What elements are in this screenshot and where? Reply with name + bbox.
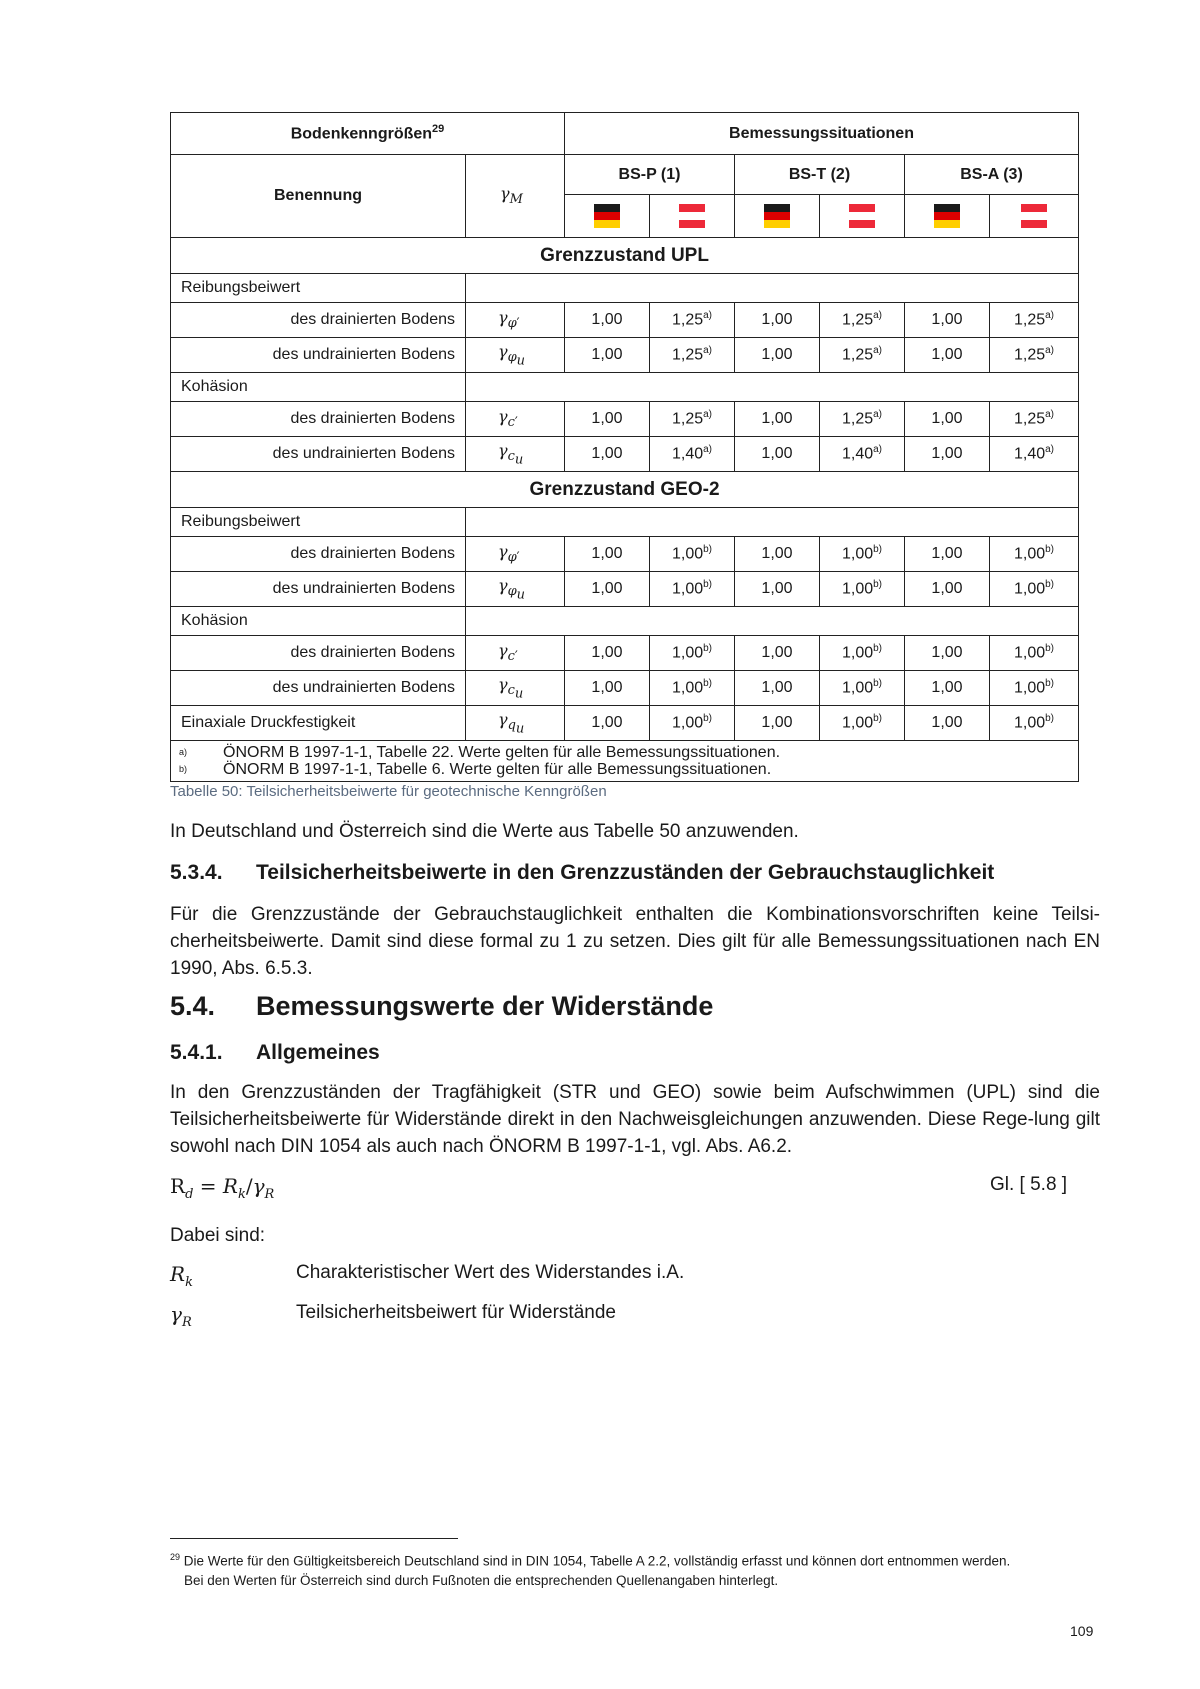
symbol-gamma-c-prime: $\gamma_{c'}$ bbox=[466, 636, 565, 671]
germany-flag-icon bbox=[594, 204, 620, 228]
symbol-gamma-c-prime: $\gamma_{c'}$ bbox=[466, 402, 565, 437]
table-row bbox=[171, 303, 1079, 338]
page-number: 109 bbox=[1070, 1623, 1094, 1639]
value-cell: 1,00 bbox=[565, 706, 650, 741]
value-cell: 1,00$^{b)}$ bbox=[990, 572, 1079, 607]
value-cell: 1,00 bbox=[905, 338, 990, 373]
value-cell: 1,25$^{a)}$ bbox=[820, 338, 905, 373]
value-cell: 1,25$^{a)}$ bbox=[990, 338, 1079, 373]
table-footnote-b: b) ÖNORM B 1997-1-1, Tabelle 6. Werte gelten für alle Bemessungssituationen. bbox=[179, 761, 772, 778]
section-title-upl: Grenzzustand UPL bbox=[171, 238, 1079, 274]
value-cell: 1,00 bbox=[735, 636, 820, 671]
value-cell: 1,25$^{a)}$ bbox=[650, 303, 735, 338]
gamma-subscript: M bbox=[509, 192, 523, 208]
dabei-sind-label: Dabei sind: bbox=[170, 1225, 266, 1246]
row-label-kohaesion: Kohäsion bbox=[171, 373, 466, 402]
symbol-gamma-phi-u: $\gamma_{\varphi_u}$ bbox=[466, 338, 565, 373]
empty-cell bbox=[466, 607, 1079, 636]
section-title-geo2: Grenzzustand GEO-2 bbox=[171, 472, 1079, 508]
value-cell: 1,25$^{a)}$ bbox=[990, 303, 1079, 338]
row-label-reibungsbeiwert: Reibungsbeiwert bbox=[171, 508, 466, 537]
footnote-line-1: Die Werte für den Gültigkeitsbereich Deutschland sind in DIN 1054, Tabelle A 2.2, vollständig erfasst und können dort entnommen werden. bbox=[183, 1553, 1011, 1569]
value-cell: 1,00 bbox=[565, 636, 650, 671]
row-label: des drainierten Bodens bbox=[171, 537, 466, 572]
value-cell: 1,00 bbox=[735, 572, 820, 607]
footnote-mark: 29 bbox=[170, 1552, 181, 1562]
austria-flag-icon bbox=[1021, 204, 1047, 228]
table-row bbox=[171, 338, 1079, 373]
value-cell: 1,00 bbox=[905, 671, 990, 706]
value-cell: 1,00$^{b)}$ bbox=[990, 671, 1079, 706]
value-cell: 1,00 bbox=[905, 437, 990, 472]
flag-cell bbox=[905, 195, 990, 238]
table-row bbox=[171, 636, 1079, 671]
symbol-gamma-c-u: $\gamma_{c_u}$ bbox=[466, 671, 565, 706]
gamma-symbol: γ bbox=[500, 184, 510, 204]
value-cell: 1,00 bbox=[905, 706, 990, 741]
table-row bbox=[171, 402, 1079, 437]
footnote-ref-29: 29 bbox=[432, 123, 445, 136]
value-cell: 1,25$^{a)}$ bbox=[820, 402, 905, 437]
definition-text-rk: Charakteristischer Wert des Widerstandes i.A. bbox=[296, 1262, 685, 1283]
value-cell: 1,00$^{b)}$ bbox=[990, 706, 1079, 741]
heading-number: 5.3.4. bbox=[170, 861, 223, 884]
row-label: des undrainierten Bodens bbox=[171, 437, 466, 472]
heading-5-4 bbox=[170, 991, 713, 1022]
flag-cell bbox=[565, 195, 650, 238]
value-cell: 1,00 bbox=[565, 671, 650, 706]
value-cell: 1,00 bbox=[905, 303, 990, 338]
definition-symbol-rk: $R_k$ bbox=[170, 1262, 193, 1290]
value-cell: 1,25$^{a)}$ bbox=[650, 402, 735, 437]
value-cell: 1,00$^{b)}$ bbox=[650, 572, 735, 607]
value-cell: 1,00 bbox=[735, 706, 820, 741]
value-cell: 1,00 bbox=[735, 303, 820, 338]
symbol-gamma-c-u: $\gamma_{c_u}$ bbox=[466, 437, 565, 472]
value-cell: 1,00 bbox=[735, 338, 820, 373]
situation-bs-a: BS-A (3) bbox=[905, 155, 1079, 195]
row-label-einaxial: Einaxiale Druckfestigkeit bbox=[171, 706, 466, 741]
partial-safety-factor-table bbox=[170, 112, 1079, 782]
value-cell: 1,00$^{b)}$ bbox=[650, 636, 735, 671]
row-label: des undrainierten Bodens bbox=[171, 572, 466, 607]
page-footnote bbox=[170, 1548, 1100, 1590]
table-header-design-situations: Bemessungssituationen bbox=[565, 113, 1079, 155]
flag-cell bbox=[735, 195, 820, 238]
value-cell: 1,25$^{a)}$ bbox=[990, 402, 1079, 437]
heading-title: Bemessungswerte der Widerstände bbox=[256, 991, 714, 1021]
heading-title: Teilsicherheitsbeiwerte in den Grenzzuständen der Gebrauchstauglichkeit bbox=[256, 861, 995, 884]
value-cell: 1,00 bbox=[565, 437, 650, 472]
table-caption: Tabelle 50: Teilsicherheitsbeiwerte für geotechnische Kenngrößen bbox=[170, 783, 607, 800]
table-row bbox=[171, 537, 1079, 572]
value-cell: 1,00 bbox=[565, 338, 650, 373]
heading-5-4-1 bbox=[170, 1041, 380, 1065]
value-cell: 1,40$^{a)}$ bbox=[990, 437, 1079, 472]
paragraph-gebrauchstauglichkeit: Für die Grenzzustände der Gebrauchstauglichkeit enthalten die Kombinationsvorschriften keine Teilsi-cherheitsbeiwerte. Damit sind diese formal zu 1 zu setzen. Dies gilt für alle Bemessungssituationen nach EN 1990, Abs. 6.5.3. bbox=[170, 904, 1100, 979]
value-cell: 1,00 bbox=[735, 671, 820, 706]
value-cell: 1,40$^{a)}$ bbox=[820, 437, 905, 472]
row-label: des undrainierten Bodens bbox=[171, 338, 466, 373]
value-cell: 1,00 bbox=[905, 572, 990, 607]
definition-symbol-gamma-r: $\gamma_R$ bbox=[170, 1302, 192, 1330]
value-cell: 1,00 bbox=[735, 402, 820, 437]
paragraph-allgemeines: In den Grenzzuständen der Tragfähigkeit (STR und GEO) sowie beim Aufschwimmen (UPL) sind die Teilsicherheitsbeiwerte für Widerstände direkt in den Nachweisgleichungen anzuwenden. Diese Rege-lung gilt sowohl nach DIN 1054 als auch nach ÖNORM B 1997-1-1, vgl. Abs. A6.2. bbox=[170, 1082, 1100, 1157]
empty-cell bbox=[466, 373, 1079, 402]
table-row bbox=[171, 706, 1079, 741]
table-footnotes bbox=[171, 741, 1079, 782]
heading-title: Allgemeines bbox=[256, 1041, 380, 1064]
situation-bs-t: BS-T (2) bbox=[735, 155, 905, 195]
table-header-soil-params bbox=[171, 113, 565, 155]
row-label-kohaesion: Kohäsion bbox=[171, 607, 466, 636]
value-cell: 1,00$^{b)}$ bbox=[650, 706, 735, 741]
column-header-gamma-m bbox=[466, 155, 565, 238]
empty-cell bbox=[466, 508, 1079, 537]
value-cell: 1,00$^{b)}$ bbox=[820, 636, 905, 671]
value-cell: 1,00 bbox=[905, 636, 990, 671]
value-cell: 1,00$^{b)}$ bbox=[990, 636, 1079, 671]
symbol-gamma-phi-prime: $\gamma_{\varphi'}$ bbox=[466, 303, 565, 338]
table-row bbox=[171, 437, 1079, 472]
value-cell: 1,00$^{b)}$ bbox=[990, 537, 1079, 572]
value-cell: 1,00 bbox=[565, 402, 650, 437]
value-cell: 1,00 bbox=[565, 303, 650, 338]
flag-cell bbox=[990, 195, 1079, 238]
value-cell: 1,00 bbox=[905, 537, 990, 572]
empty-cell bbox=[466, 274, 1079, 303]
value-cell: 1,00$^{b)}$ bbox=[820, 537, 905, 572]
row-label: des drainierten Bodens bbox=[171, 402, 466, 437]
symbol-gamma-phi-u: $\gamma_{\varphi_u}$ bbox=[466, 572, 565, 607]
heading-5-3-4 bbox=[170, 861, 994, 885]
value-cell: 1,00$^{b)}$ bbox=[650, 537, 735, 572]
value-cell: 1,40$^{a)}$ bbox=[650, 437, 735, 472]
equation-reference: Gl. [ 5.8 ] bbox=[990, 1174, 1068, 1195]
header-soil-params-label: Bodenkenngrößen bbox=[290, 125, 433, 143]
row-label: des drainierten Bodens bbox=[171, 636, 466, 671]
row-label: des drainierten Bodens bbox=[171, 303, 466, 338]
heading-number: 5.4. bbox=[170, 991, 216, 1021]
flag-cell bbox=[650, 195, 735, 238]
flag-cell bbox=[820, 195, 905, 238]
value-cell: 1,00 bbox=[565, 537, 650, 572]
value-cell: 1,00 bbox=[905, 402, 990, 437]
table-row bbox=[171, 671, 1079, 706]
value-cell: 1,00 bbox=[565, 572, 650, 607]
row-label: des undrainierten Bodens bbox=[171, 671, 466, 706]
table-footnote-a: a) ÖNORM B 1997-1-1, Tabelle 22. Werte gelten für alle Bemessungssituationen. bbox=[179, 744, 781, 761]
definition-text-gamma-r: Teilsicherheitsbeiwert für Widerstände bbox=[296, 1302, 616, 1323]
symbol-gamma-phi-prime: $\gamma_{\varphi'}$ bbox=[466, 537, 565, 572]
column-header-benennung: Benennung bbox=[171, 155, 466, 238]
value-cell: 1,00$^{b)}$ bbox=[820, 572, 905, 607]
value-cell: 1,00$^{b)}$ bbox=[650, 671, 735, 706]
austria-flag-icon bbox=[679, 204, 705, 228]
value-cell: 1,00$^{b)}$ bbox=[820, 706, 905, 741]
germany-flag-icon bbox=[764, 204, 790, 228]
value-cell: 1,25$^{a)}$ bbox=[820, 303, 905, 338]
situation-bs-p: BS-P (1) bbox=[565, 155, 735, 195]
heading-number: 5.4.1. bbox=[170, 1041, 223, 1064]
footnote-separator bbox=[170, 1538, 458, 1539]
symbol-gamma-q-u: $\gamma_{q_u}$ bbox=[466, 706, 565, 741]
austria-flag-icon bbox=[849, 204, 875, 228]
value-cell: 1,00 bbox=[735, 437, 820, 472]
formula-rd: $R_d = R_k/\gamma_R$ bbox=[170, 1174, 275, 1202]
table-row bbox=[171, 572, 1079, 607]
footnote-line-2: Bei den Werten für Österreich sind durch Fußnoten die entsprechenden Quellenangaben hinterlegt. bbox=[184, 1572, 779, 1588]
paragraph-intro: In Deutschland und Österreich sind die Werte aus Tabelle 50 anzuwenden. bbox=[170, 821, 799, 842]
row-label-reibungsbeiwert: Reibungsbeiwert bbox=[171, 274, 466, 303]
value-cell: 1,00 bbox=[735, 537, 820, 572]
value-cell: 1,00$^{b)}$ bbox=[820, 671, 905, 706]
value-cell: 1,25$^{a)}$ bbox=[650, 338, 735, 373]
germany-flag-icon bbox=[934, 204, 960, 228]
